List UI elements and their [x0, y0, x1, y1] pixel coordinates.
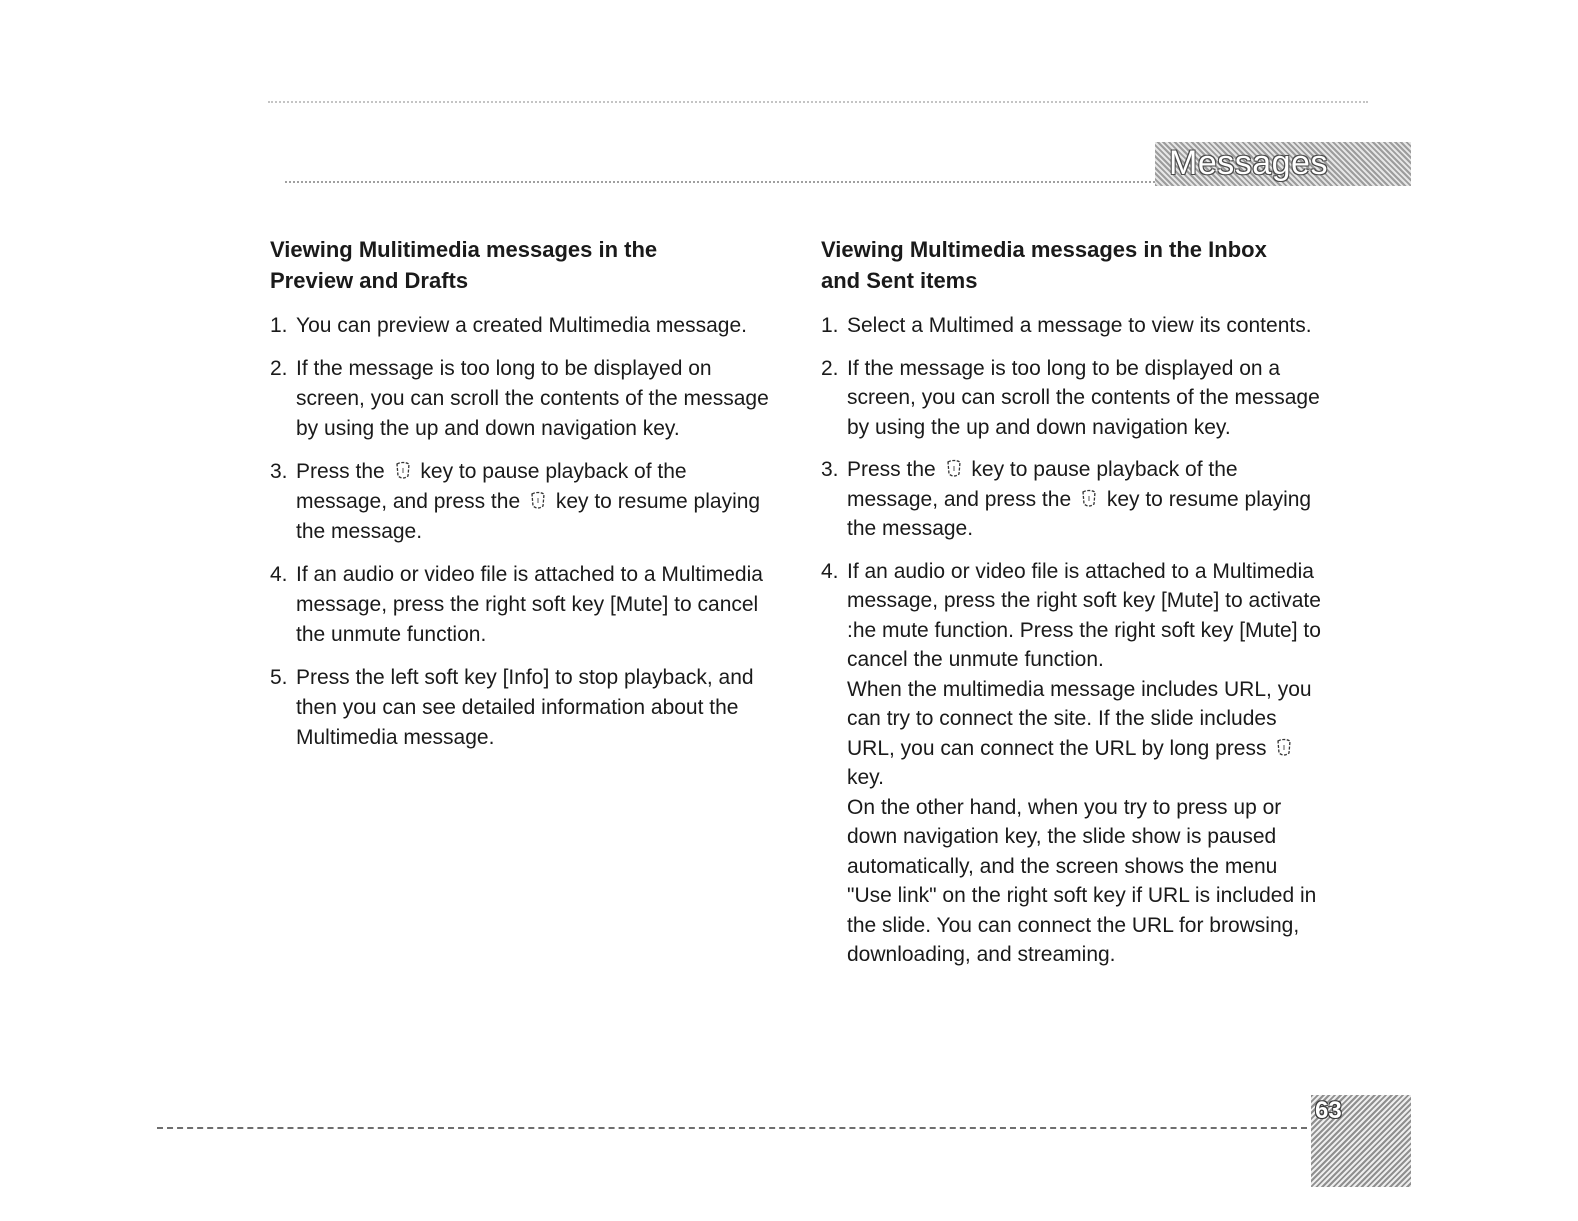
right-column	[821, 234, 1321, 983]
page-number-tab	[1311, 1095, 1411, 1187]
ok-key-icon	[394, 461, 412, 481]
step-number: 4.	[821, 559, 839, 583]
ok-key-icon	[1275, 738, 1293, 758]
list-item	[270, 311, 770, 341]
step-number: 1.	[821, 314, 839, 337]
step-text: Press the	[847, 458, 936, 481]
step-text: If the message is too long to be displayed on a screen, you can scroll the contents of the message by using the up and down navigation key.	[847, 356, 1320, 439]
ok-key-icon	[945, 459, 963, 479]
list-item	[270, 354, 770, 444]
step-number: 2.	[270, 357, 288, 380]
step-text: Press the	[296, 460, 385, 483]
step-number: 2.	[821, 356, 839, 380]
step-number: 3.	[270, 460, 288, 483]
left-heading	[270, 234, 770, 296]
ok-key-icon	[1080, 489, 1098, 509]
right-steps	[821, 311, 1321, 970]
list-item	[821, 311, 1321, 341]
footer-rule	[157, 1127, 1307, 1129]
left-heading-line1: Viewing Mulitimedia messages in the	[270, 237, 658, 262]
step-text: When the multimedia message includes URL, you can try to connect the site. If the slide includes URL, you can connect the URL by long press	[847, 677, 1312, 760]
left-heading-line2: Preview and Drafts	[270, 268, 469, 293]
step-number: 1.	[270, 314, 288, 337]
header-rule-bottom	[285, 181, 1155, 183]
step-text: key to resume playing the message.	[847, 487, 1312, 540]
step-number: 3.	[821, 458, 839, 481]
right-heading	[821, 234, 1321, 296]
step-text: key to pause playback of the message, and press the	[847, 458, 1238, 511]
step-number: 4.	[270, 563, 288, 586]
step-text: If the message is too long to be displayed on screen, you can scroll the contents of the message by using the up and down navigation key.	[296, 357, 769, 440]
page-number: 63	[1315, 1097, 1342, 1124]
step-text: Select a Multimed a message to view its contents.	[847, 314, 1312, 337]
ok-key-icon	[529, 491, 547, 511]
step-text: You can preview a created Multimedia message.	[296, 314, 747, 337]
list-item	[821, 354, 1321, 443]
list-item	[270, 663, 770, 753]
section-tab	[1155, 142, 1411, 186]
section-title: Messages	[1169, 144, 1328, 182]
step-text: key to pause playback of the message, and press the	[296, 460, 687, 513]
list-item	[270, 560, 770, 650]
step-text: key.	[847, 766, 884, 789]
right-heading-line1: Viewing Multimedia messages in the Inbox	[821, 237, 1267, 262]
list-item	[821, 557, 1321, 970]
list-item	[821, 455, 1321, 544]
step-text: If an audio or video file is attached to a Multimedia message, press the right soft key [Mute] to cancel the unmute function.	[296, 563, 763, 646]
left-steps	[270, 311, 770, 753]
step-text: key to resume playing the message.	[296, 490, 761, 543]
left-column	[270, 234, 770, 766]
list-item	[270, 457, 770, 547]
header-rule-top	[268, 101, 1368, 103]
step-text: On the other hand, when you try to press up or down navigation key, the slide show is paused automatically, and the screen shows the menu "Use link" on the right soft key if URL is included in the slide. You can connect the URL for browsing, downloading, and streaming.	[847, 795, 1317, 966]
step-text: Press the left soft key [Info] to stop playback, and then you can see detailed information about the Multimedia message.	[296, 666, 754, 749]
step-text: If an audio or video file is attached to a Multimedia message, press the right soft key [Mute] to activate :he mute function. Press the right soft key [Mute] to cancel the unmute function.	[847, 559, 1321, 671]
step-number: 5.	[270, 666, 288, 689]
right-heading-line2: and Sent items	[821, 268, 978, 293]
